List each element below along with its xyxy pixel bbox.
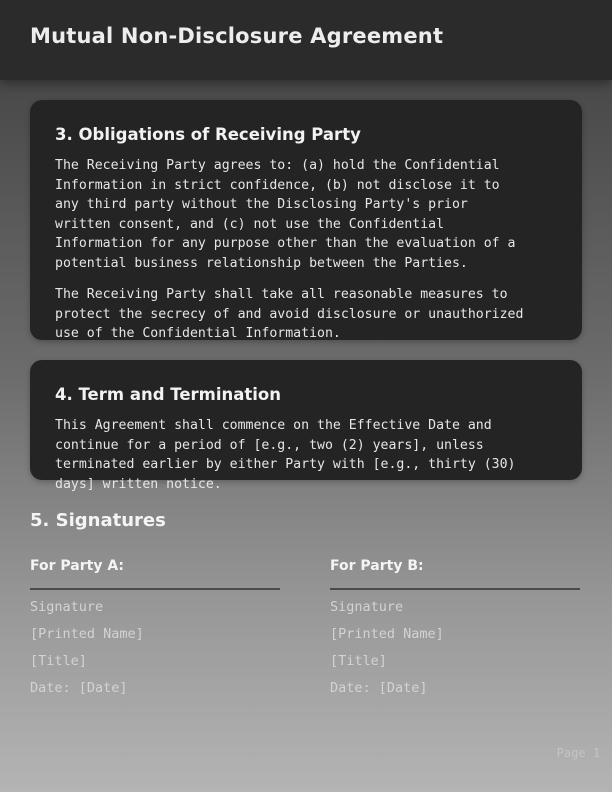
party-a-signature-line [30,588,280,590]
party-b-date: Date: [Date] [330,680,428,696]
party-b-title: [Title] [330,653,387,669]
party-b-signature-line [330,588,580,590]
party-a-title: [Title] [30,653,87,669]
obligations-paragraph-1: The Receiving Party agrees to: (a) hold the Confidential Information in strict confidence, (b) not disclose it to any third party without the Disclosing Party's prior written consent, and (c) not use the Confidential Information for any purpose other than the evaluation of a potential business relationship between the Parties. [55,158,516,271]
signature-block-party-a [30,558,280,702]
party-a-label: For Party A: [30,558,125,574]
party-a-date: Date: [Date] [30,680,128,696]
term-paragraph-1: This Agreement shall commence on the Effective Date and continue for a period of [e.g., two (2) years], unless terminated earlier by either Party with [e.g., thirty (30) days] written notice. [55,418,516,492]
page-number: Page 1 [556,746,600,760]
document-header [0,0,612,80]
section-term-card [30,360,582,492]
document-title: Mutual Non-Disclosure Agreement [30,24,444,48]
signature-block-party-b [330,558,580,702]
section-obligations-card [30,100,582,340]
party-b-signature-field: Signature [330,599,404,615]
section-heading-signatures: 5. Signatures [30,510,166,531]
party-b-printed-name: [Printed Name] [330,626,444,642]
party-a-printed-name: [Printed Name] [30,626,144,642]
obligations-paragraph-2: The Receiving Party shall take all reasonable measures to protect the secrecy of and avoid disclosure or unauthorized use of the Confidential Information. [55,287,524,342]
section-heading-obligations: 3. Obligations of Receiving Party [55,125,361,144]
party-b-label: For Party B: [330,558,424,574]
party-a-signature-field: Signature [30,599,104,615]
section-heading-term: 4. Term and Termination [55,385,282,404]
